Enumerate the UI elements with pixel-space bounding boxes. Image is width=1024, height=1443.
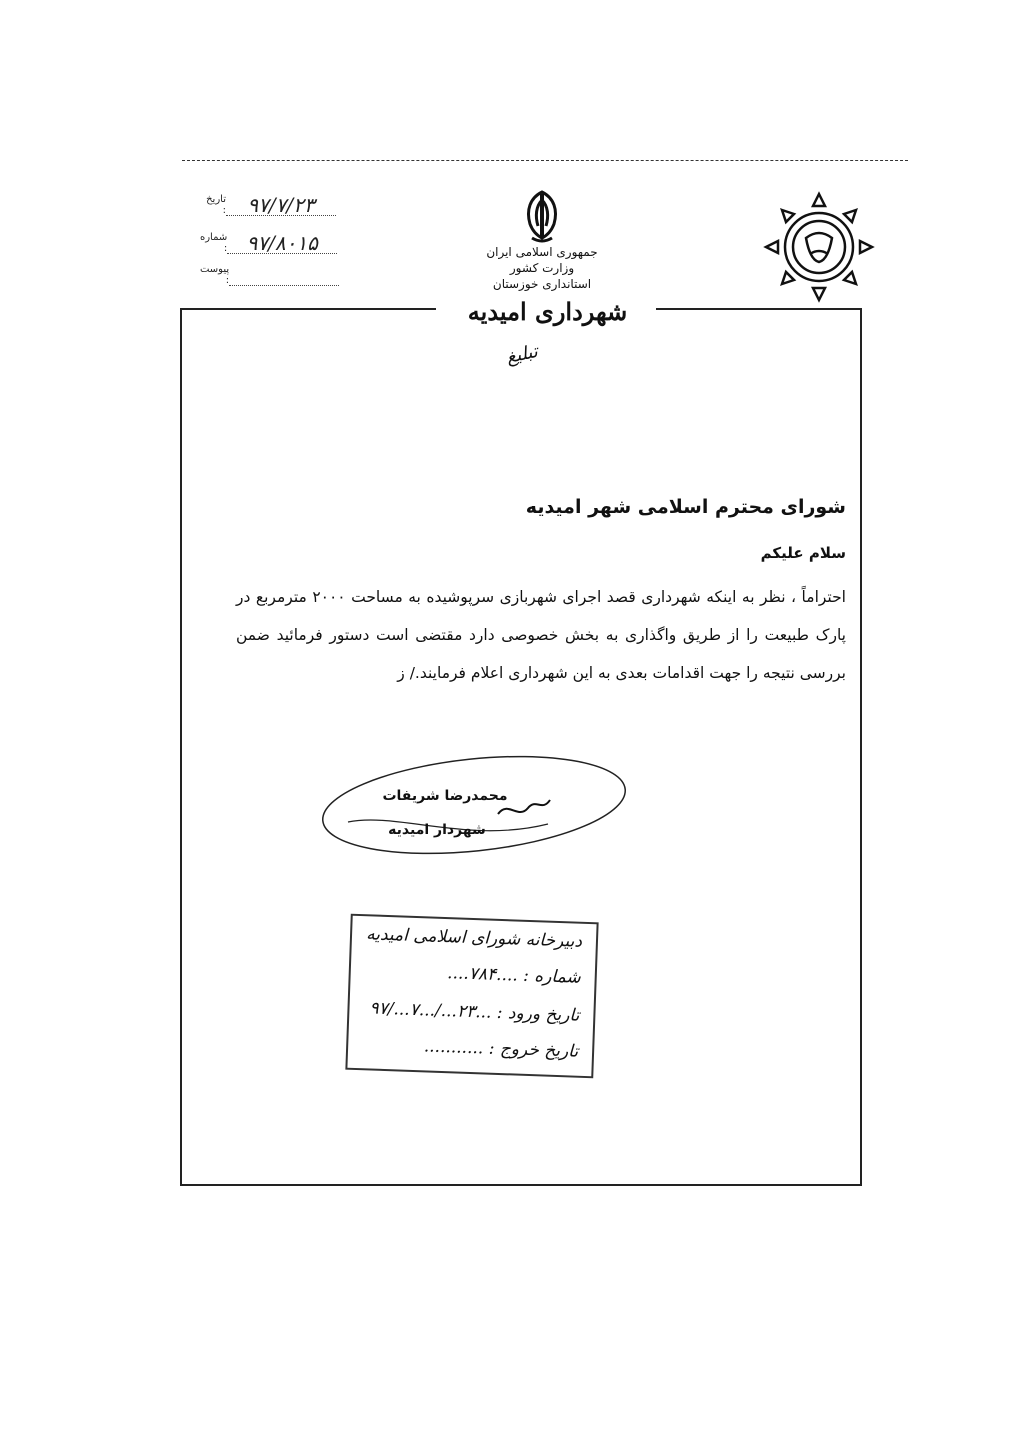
attachment-label: پیوست : — [199, 264, 230, 286]
letter-body: احتراماً ، نظر به اینکه شهرداری قصد اجرای شهربازی سرپوشیده به مساحت ۲۰۰۰ مترمربع در پارک طبیعت را از طریق واگذاری به بخش خصوصی دارد مقتضی است دستور فرمائید ضمن بررسی نتیجه را جهت اقدامات بعدی به این شهرداری اعلام فرمایند./ ز — [236, 588, 846, 682]
number-label: شماره : — [199, 232, 228, 254]
number-value: ۹۷/۸۰۱۵ — [227, 233, 337, 254]
council-receipt-stamp — [345, 914, 598, 1079]
stamp-line-2: شماره : ....۷۸۴.... — [446, 963, 582, 988]
gov-line-3: استانداری خوزستان — [492, 277, 592, 291]
gov-line-1: جمهوری اسلامی ایران — [486, 245, 598, 259]
top-dashed-rule — [182, 160, 908, 161]
signature-oval — [318, 752, 630, 858]
municipality-title: شهرداری امیدیه — [467, 297, 628, 326]
attachment-value — [229, 273, 339, 286]
attachment-row — [196, 264, 336, 286]
signatory-name: محمدرضا شریفات — [382, 788, 508, 804]
handwritten-note: تبلیغ — [504, 340, 540, 369]
government-header — [452, 244, 632, 292]
stamp-line-4: تاریخ خروج : ........... — [423, 1036, 579, 1062]
signatory-title: شهردار امیدیه — [388, 822, 486, 838]
date-value: ۹۷/۷/۲۳ — [226, 195, 336, 216]
stamp-line-3: تاریخ ورود : ...۲۳.../...۷.../۹۷ — [369, 998, 580, 1026]
number-row — [196, 232, 336, 254]
date-label: تاریخ : — [206, 194, 226, 216]
municipality-logo-icon — [758, 188, 880, 306]
greeting: سلام علیکم — [760, 544, 846, 562]
addressee: شورای محترم اسلامی شهر امیدیه — [525, 496, 846, 518]
gov-line-2: وزارت کشور — [509, 261, 575, 275]
stamp-line-1: دبیرخانه شورای اسلامی امیدیه — [365, 924, 583, 952]
date-row — [196, 194, 336, 216]
iran-emblem-icon — [516, 188, 568, 244]
